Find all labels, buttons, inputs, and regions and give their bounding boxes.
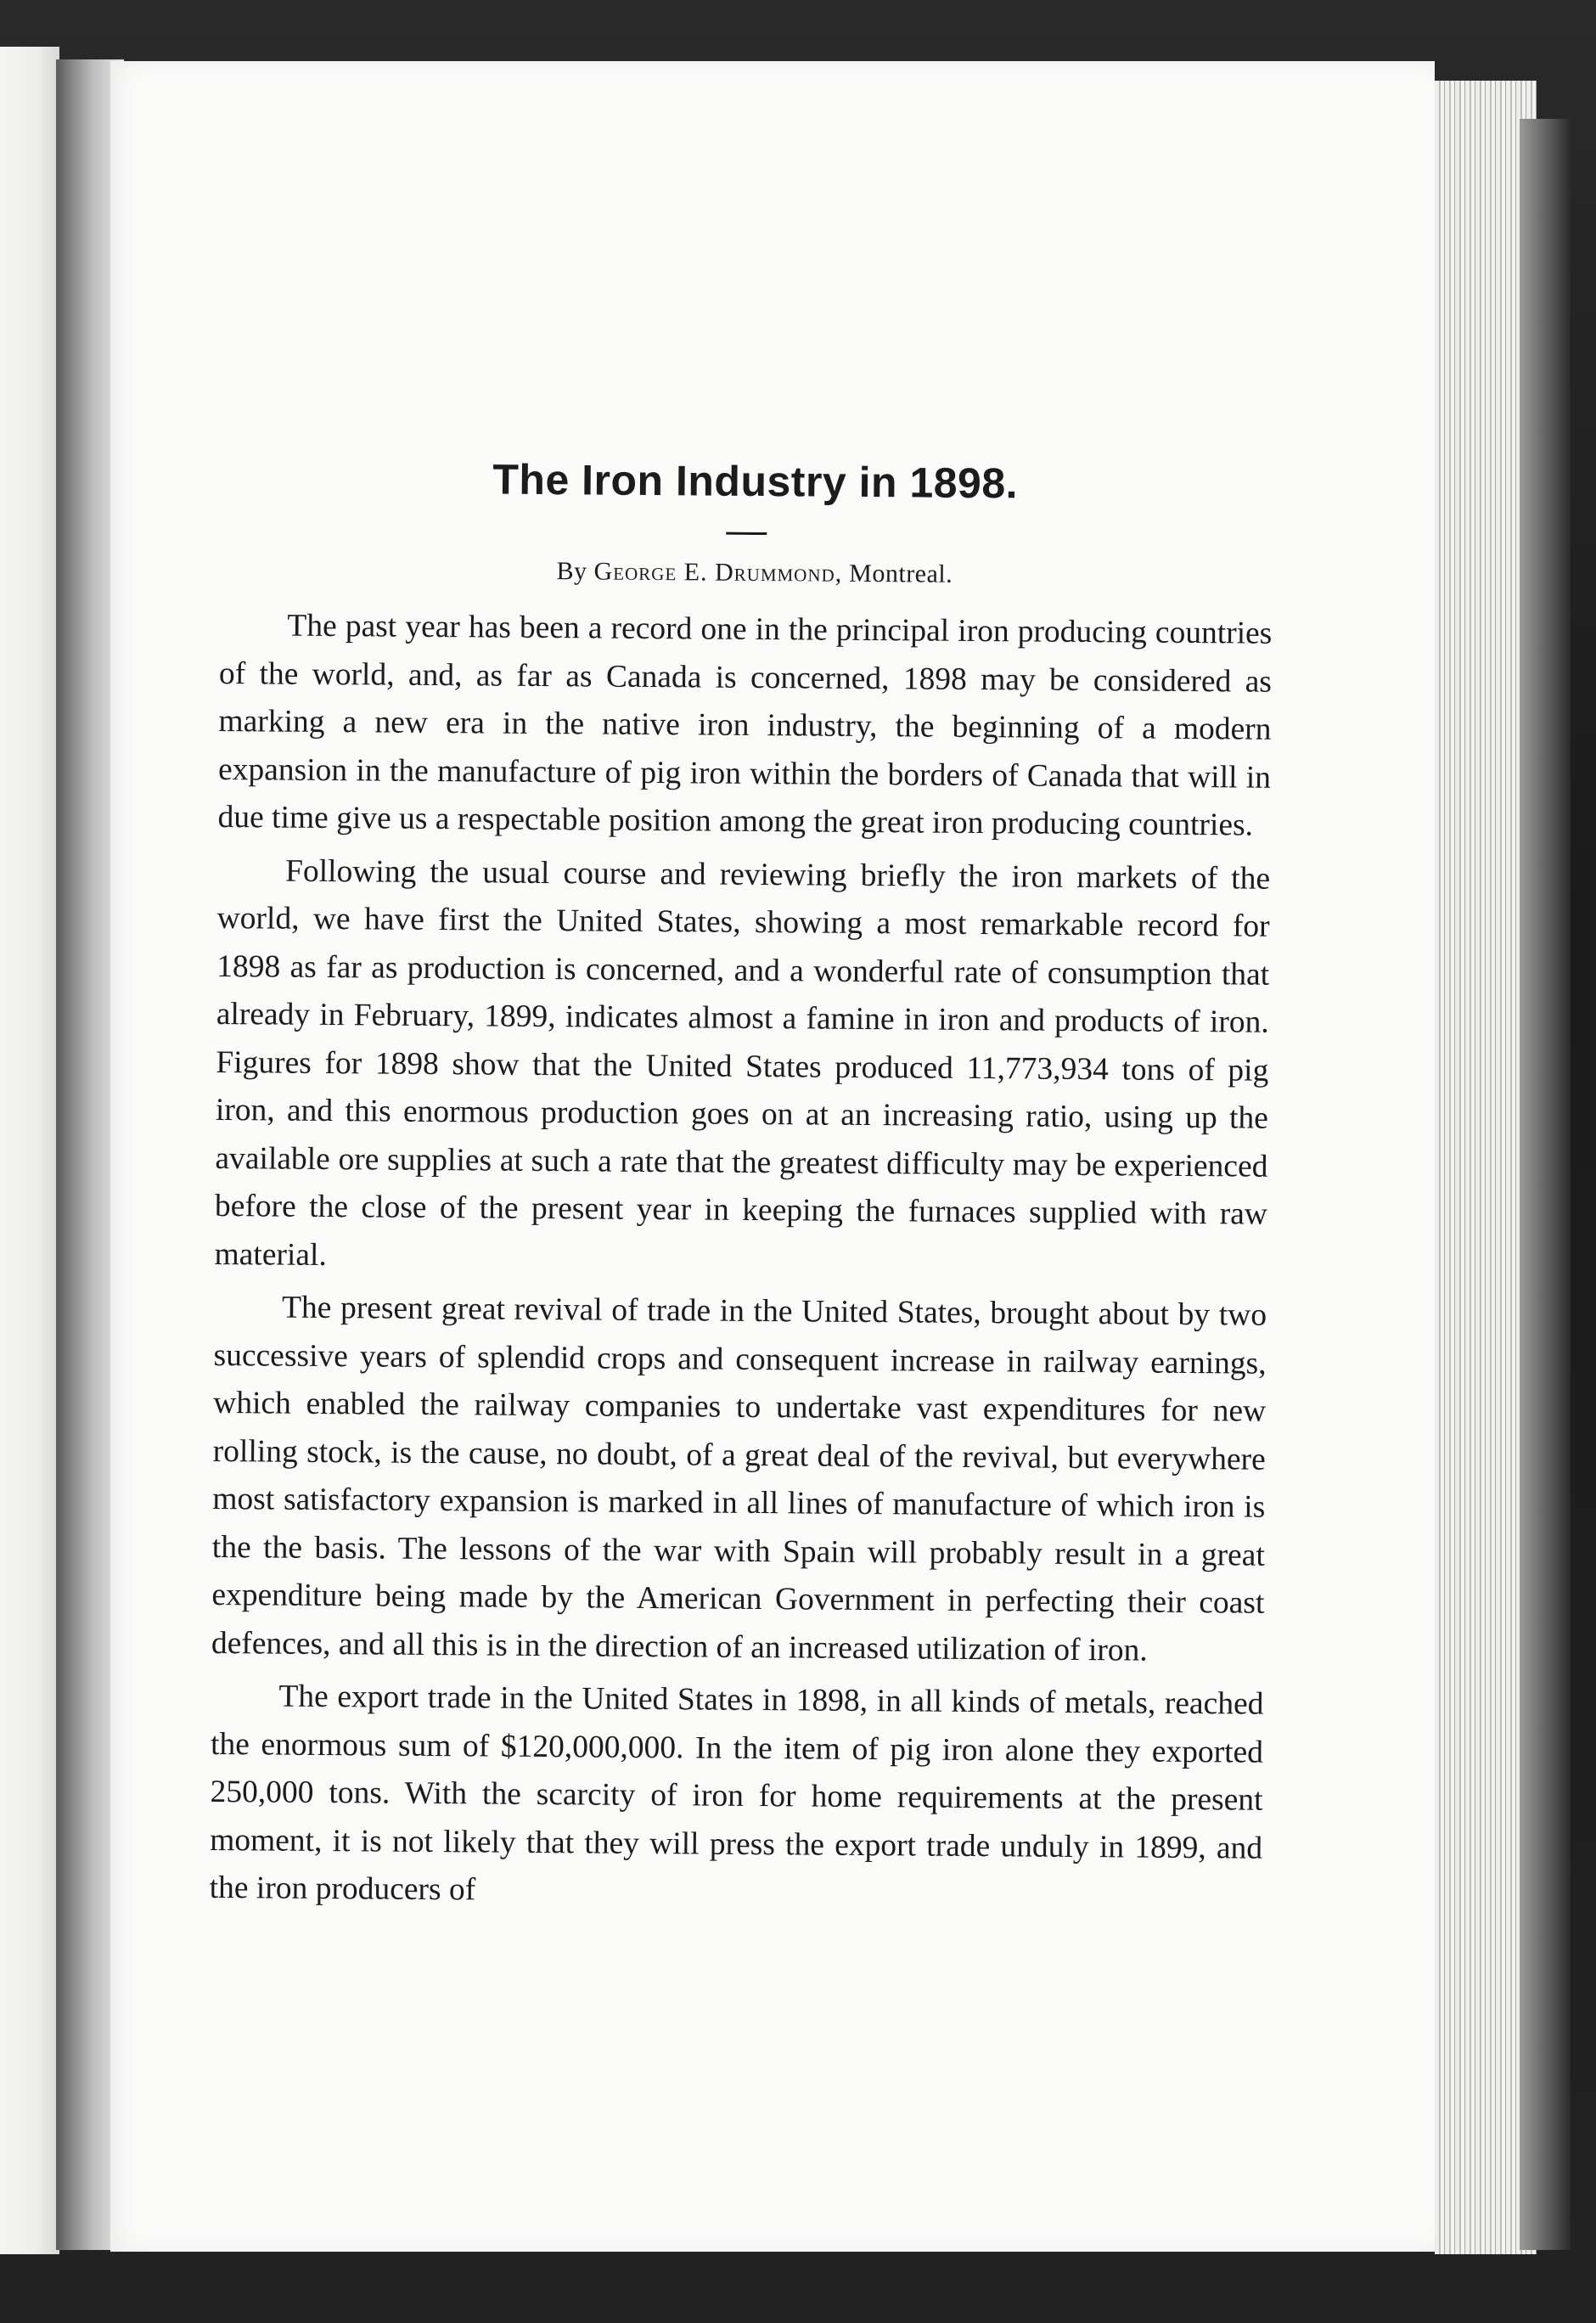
book-page <box>110 61 1435 2252</box>
previous-page-edge <box>0 47 59 2254</box>
article <box>209 452 1273 1926</box>
paragraph-1: The past year has been a record one in the principal iron producing countries of the world, and, as far as Canada is concerned, 1898 may be considered as marking a new era in the native iron industry, the beginning of a modern expansion in the manufacture of pig iron within the borders of Canada that will in due time give us a respectable position among the great iron producing countries. <box>217 608 1273 843</box>
byline-prefix: By <box>556 557 587 586</box>
byline-place: Montreal. <box>849 559 953 588</box>
paragraph-4: The export trade in the United States in 1898, in all kinds of metals, reached the enormous sum of $120,000,000. In the item of pig iron alone they exported 250,000 tons. With the scarcity of iron for home requirements at the present moment, it is not likely that they will press the export trade unduly in 1899, and the iron producers of <box>209 1679 1264 1908</box>
paragraph-3: The present great revival of trade in the United States, brought about by two successive years of splendid crops and consequent increase in railway earnings, which enabled the railway companies to undertake vast expenditures for new rolling stock, is the cause, no doubt, of a great deal of the revival, but everywhere most satisfactory expansion is marked in all lines of manufacture of which iron is the the basis. The lessons of the war with Spain will probably result in a great expenditure being made by the American Government in perfecting their coast defences, and all this is in the direction of an increased utilization of iron. <box>211 1290 1267 1668</box>
byline-author: George E. Drummond, <box>593 557 843 588</box>
paragraph-2: Following the usual course and reviewing briefly the iron markets of the world, we have first the United States, showing a most remarkable record for 1898 as far as production is concerned, and a wonderful rate of consumption that already in February, 1899, indicates almost a famine in iron and products of iron. Figures for 1898 show that the United States produced 11,773,934 tons of pig iron, and this enormous production goes on at an increasing ratio, using up the available ore supplies at such a rate that the greatest difficulty may be experienced before the close of the present year in keeping the furnaces supplied with raw material. <box>214 853 1271 1273</box>
byline <box>237 554 1273 592</box>
title-rule <box>726 532 767 535</box>
article-title: The Iron Industry in 1898. <box>492 455 1019 508</box>
page-stack-shadow <box>1520 119 1571 2250</box>
